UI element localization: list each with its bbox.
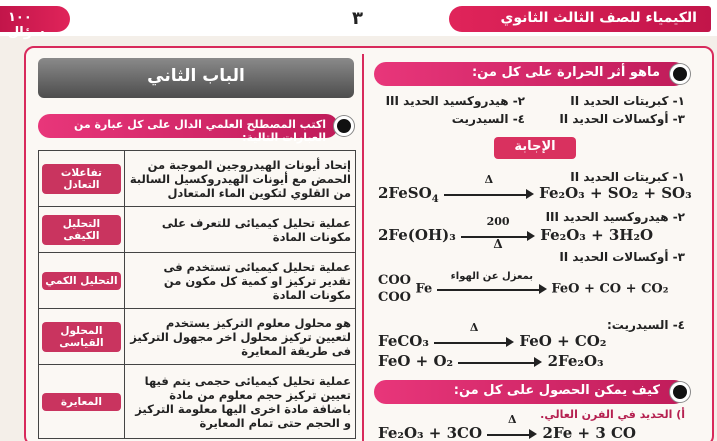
table-row	[39, 365, 356, 439]
reaction-arrow-icon: Δ	[434, 335, 514, 349]
instruction-bar: اكتب المصطلح العلمي الدال على كل عبارة من العبارات التالية:	[38, 114, 338, 138]
q1-item-3: ٣- أوكسالات الحديد II	[559, 112, 685, 126]
answer-2-label: ٢- هيدروكسيد الحديد III	[545, 210, 685, 224]
answer-badge: الإجابة	[494, 137, 576, 159]
definition-text: عملية تحليل كيميائى حجمى يتم فيها تعيين تركيز حجم معلوم من مادة باضافة مادة اخرى اليها معلومة التركيز و الحجم حتى تمام المعايرة	[124, 365, 355, 439]
term-label: تفاعلات التعادل	[42, 164, 121, 194]
reaction-arrow-icon: Δ	[444, 187, 534, 201]
reaction-arrow-icon: بمعزل عن الهواء	[437, 282, 547, 296]
answer-1-label: ١- كبريتات الحديد II	[570, 170, 685, 184]
equation-6: Fe₂O₃ + 3CO Δ 2Fe + 3 CO	[378, 413, 637, 441]
reaction-arrow-icon	[458, 355, 542, 369]
answer-4-label: ٤- السيدريت:	[606, 318, 685, 332]
equation-4: FeCO₃ Δ FeO + CO₂	[378, 321, 607, 350]
q1-item-4: ٤- السيدريت	[451, 112, 525, 126]
definition-text: عملية تحليل كيميائى للتعرف على مكونات المادة	[124, 207, 355, 253]
header-corner-label: ١٠٠ سؤال	[0, 6, 70, 32]
header-bar	[0, 0, 717, 40]
definition-text: إتحاد أيونات الهيدروجين الموجبة من الحمض مع أيونات الهيدروكسيل السالبة من القلوي لتكوين الماء المتعادل	[124, 151, 355, 207]
question-obtain-bar	[374, 380, 686, 404]
chapter-title: الباب الثاني	[38, 58, 354, 98]
question-obtain-title: كيف يمكن الحصول على كل من:	[453, 383, 660, 398]
equation-5: FeO + O₂ 2Fe₂O₃	[378, 352, 604, 370]
reaction-arrow-icon: 200 Δ	[461, 229, 535, 243]
q1-item-2: ٢- هيدروكسيد الحديد III	[385, 94, 525, 108]
terms-table	[38, 150, 356, 439]
question-heat-title: ماهو أثر الحرارة على كل من:	[471, 65, 660, 80]
term-label: التحليل الكيفى	[42, 215, 121, 245]
answer-3-label: ٣- أوكسالات الحديد II	[559, 250, 685, 264]
definition-text: هو محلول معلوم التركيز يستخدم لتعيين تركيز محلول اخر مجهول التركيز فى طريقة المعايرة	[124, 309, 355, 365]
equation-1: 2FeSO$_4$ Δ Fe₂O₃ + SO₂ + SO₃	[378, 173, 692, 205]
column-divider	[362, 54, 364, 441]
bullet-dot-icon	[670, 64, 690, 84]
bullet-dot-icon	[334, 116, 354, 136]
term-label: المعايرة	[42, 393, 121, 411]
definition-text: عملية تحليل كيميائى تستخدم فى تقدير تركيز او كمية كل مكون من مكونات المادة	[124, 253, 355, 309]
table-row	[39, 253, 356, 309]
table-row	[39, 309, 356, 365]
equation-3: COO COO Fe بمعزل عن الهواء FeO + CO + CO₂	[378, 271, 669, 305]
equation-2: 2Fe(OH)₃ 200 Δ Fe₂O₃ + 3H₂O	[378, 215, 654, 251]
header-title: الكيمياء للصف الثالث الثانوي	[449, 6, 711, 32]
term-label: التحليل الكمي	[42, 272, 121, 290]
q1-item-1: ١- كبريتات الحديد II	[570, 94, 685, 108]
table-row	[39, 151, 356, 207]
obtain-item-1: أ) الحديد في الفرن العالي.	[540, 408, 685, 421]
bullet-dot-icon	[670, 382, 690, 402]
page-number: ٣	[352, 8, 363, 29]
table-row	[39, 207, 356, 253]
question-heat-bar	[374, 62, 686, 86]
term-label: المحلول القياسى	[42, 322, 121, 352]
reaction-arrow-icon: Δ	[487, 427, 537, 441]
